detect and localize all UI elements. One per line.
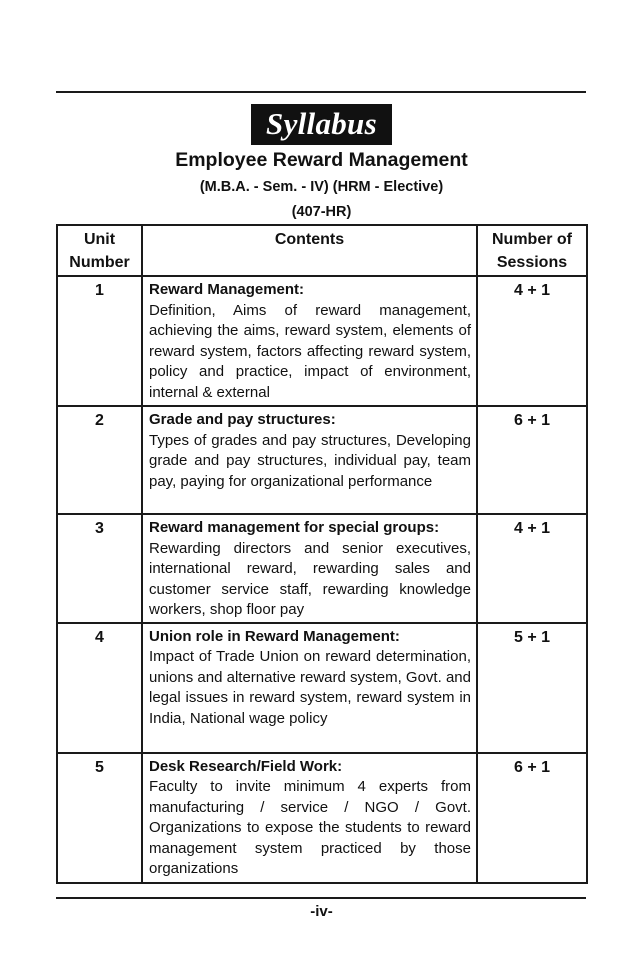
bottom-rule [56,897,586,899]
unit-title: Reward Management: [149,281,305,298]
header-sessions: Number of Sessions [477,225,587,276]
unit-number: 5 [57,753,142,883]
table-row [57,514,587,623]
unit-contents [142,276,477,406]
unit-title: Union role in Reward Management: [149,627,400,645]
unit-title: Desk Research/Field Work: [149,757,343,775]
session-count: 6 + 1 [477,406,587,514]
syllabus-badge: Syllabus [251,104,392,145]
unit-number: 1 [57,276,142,406]
table-row [57,623,587,753]
page-number: -iv- [310,903,333,920]
unit-number: 4 [57,623,142,753]
table-row [57,276,587,406]
unit-contents [142,623,477,753]
unit-contents [142,753,477,883]
unit-body: Types of grades and pay structures, Developing grade and pay structures, individual pay, team pay, paying for organizational performance [149,431,471,490]
unit-contents [142,514,477,623]
syllabus-badge-wrap [0,104,643,145]
header-unit-number: Unit Number [57,225,142,276]
table-row [57,406,587,514]
unit-number: 2 [57,406,142,514]
header-contents: Contents [142,225,477,276]
session-count: 5 + 1 [477,623,587,753]
course-title: Employee Reward Management [175,149,468,171]
unit-body: Faculty to invite minimum 4 experts from manufacturing / service / NGO / Govt. Organizations to expose the students to reward management system practiced by those organizations [149,778,471,877]
unit-body: Impact of Trade Union on reward determination, unions and alternative reward system, Govt. and legal issues in reward system, reward system in India, National wage policy [149,648,471,727]
table-row [57,753,587,883]
syllabus-table [56,224,588,884]
session-count: 4 + 1 [477,276,587,406]
course-subtitle: (M.B.A. - Sem. - IV) (HRM - Elective) [199,179,444,195]
unit-body: Definition, Aims of reward management, achieving the aims, reward system, elements of reward system, factors affecting reward system, policy and practice, impact of environment, internal & external [149,301,471,401]
session-count: 4 + 1 [477,514,587,623]
unit-title: Grade and pay structures: [149,411,336,428]
unit-number: 3 [57,514,142,623]
course-code: (407-HR) [291,204,352,220]
unit-title: Reward management for special groups: [149,519,440,536]
unit-body: Rewarding directors and senior executives, international reward, rewarding sales and customer service staff, rewarding knowledge workers, shop floor pay [149,539,471,618]
table-header-row [57,225,587,276]
unit-contents [142,406,477,514]
session-count: 6 + 1 [477,753,587,883]
top-rule [56,91,586,93]
